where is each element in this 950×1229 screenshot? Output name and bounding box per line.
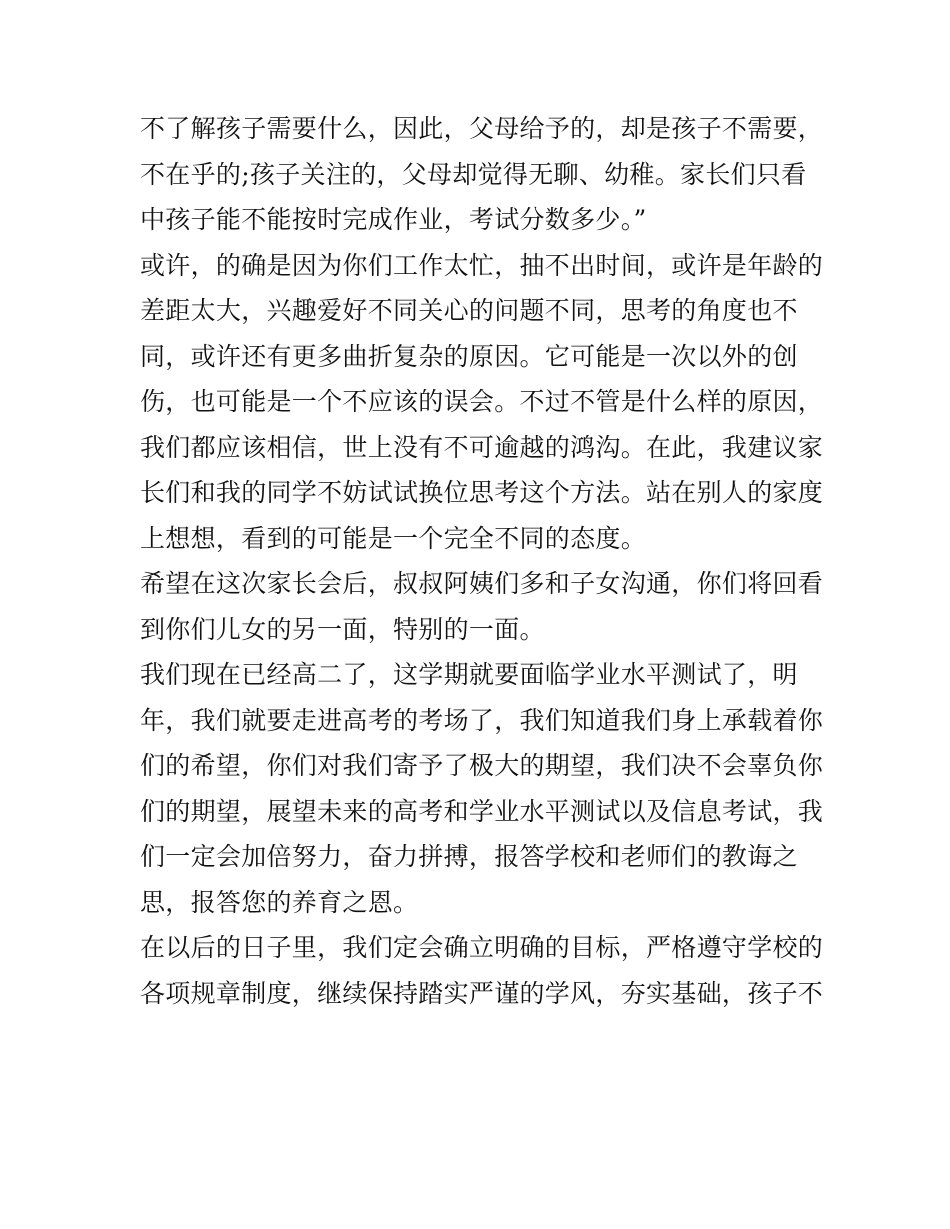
text-line: 差距太大，兴趣爱好不同关心的问题不同，思考的角度也不	[140, 296, 798, 325]
text-line: 不在乎的;孩子关注的，父母却觉得无聊、幼稚。家长们只看	[140, 159, 807, 189]
text-line: 希望在这次家长会后，叔叔阿姨们多和子女沟通，你们将回看	[140, 569, 824, 598]
text-line: 在以后的日子里，我们定会确立明确的目标，严格遵守学校的	[140, 933, 824, 962]
text-line: 长们和我的同学不妨试试换位思考这个方法。站在别人的家度	[140, 478, 824, 507]
text-line: 不了解孩子需要什么，因此，父母给予的，却是孩子不需要，	[140, 114, 824, 143]
text-line: 们一定会加倍努力，奋力拼搏，报答学校和老师们的教诲之	[140, 842, 798, 871]
text-line: 伤，也可能是一个不应该的误会。不过不管是什么样的原因，	[140, 387, 824, 416]
text-line: 我们都应该相信，世上没有不可逾越的鸿沟。在此，我建议家	[140, 432, 824, 462]
text-line: 同，或许还有更多曲折复杂的原因。它可能是一次以外的创	[140, 341, 798, 371]
document-body	[140, 106, 824, 1016]
text-line: 中孩子能不能按时完成作业，考试分数多少。”	[140, 205, 647, 234]
text-line: 或许，的确是因为你们工作太忙，抽不出时间，或许是年龄的	[140, 250, 824, 280]
text-line: 上想想，看到的可能是一个完全不同的态度。	[140, 523, 647, 553]
text-line: 们的期望，展望未来的高考和学业水平测试以及信息考试，我	[140, 796, 824, 826]
text-line: 我们现在已经高二了，这学期就要面临学业水平测试了，明	[140, 660, 798, 689]
text-line: 思，报答您的养育之恩。	[140, 887, 419, 917]
text-line: 们的希望，你们对我们寄予了极大的期望，我们决不会辜负你	[140, 751, 824, 780]
text-line: 各项规章制度，继续保持踏实严谨的学风，夯实基础，孩子不	[140, 978, 824, 1008]
text-line: 年，我们就要走进高考的考场了，我们知道我们身上承载着你	[140, 705, 824, 735]
text-line: 到你们儿女的另一面，特别的一面。	[140, 614, 545, 644]
